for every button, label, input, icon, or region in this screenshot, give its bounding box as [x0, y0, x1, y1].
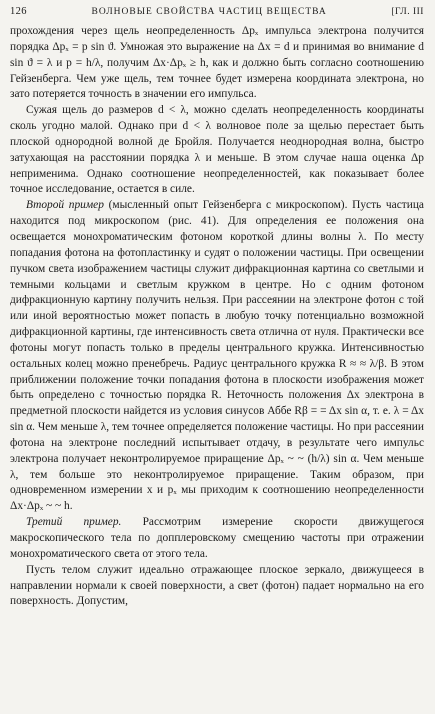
- running-title: ВОЛНОВЫЕ СВОЙСТВА ЧАСТИЦ ВЕЩЕСТВА: [91, 7, 327, 17]
- running-header: [10, 4, 424, 24]
- paragraph-2: Сужая щель до размеров d < λ, можно сделать неопределенность координаты сколь угодно малой. Однако при d < λ волновое поле за щелью перестает быть плоской однородной волной де Бройля. Получается неоднородная волна, быстро затухающая на расстоянии порядка λ и меньше. В этом случае наша оценка Δp неприменима. Однако соотношение неопределенностей, как показывает более точное исследование, остается в силе.: [10, 104, 424, 196]
- paragraph-1: прохождения через щель неопределенность Δpₓ импульса электрона получится порядка Δpₓ = p sin ϑ. Умножая это выражение на Δx = d и принимая во внимание d sin ϑ = λ и p = h/λ, получим Δx·Δpₓ ≥ h, как и должно быть согласно соотношению Гейзенберга. Чем уже щель, тем точнее будет измерена координата электрона, но зато потеряется точность в значении его импульса.: [10, 25, 424, 101]
- paragraph-4-third-example: Третий пример. Рассмотрим измерение скорости движущегося макроскопического тела по допплеровскому смещению частоты при отражении монохроматического света от этого тела.: [10, 516, 424, 560]
- paragraph-5: Пусть телом служит идеально отражающее плоское зеркало, движущееся в направлении нормали к своей поверхности, а свет (фотон) падает нормально на его поверхность. Допустим,: [10, 563, 424, 608]
- paragraph-3-second-example: Второй пример (мысленный опыт Гейзенберга с микроскопом). Пусть частица находится под микроскопом (рис. 41). Для определения ее положения она освещается монохроматическим фотоном короткой длины волны λ. По месту попадания фотона на фотопластинку и судят о положении частицы. При освещении пучком света изображением частицы служит дифракционная картина со светлыми и темными кольцами и светлым кружком в центре. Но с одним фотоном дифракционную картину получить нельзя. При рассеянии на электроне фотон с той или иной вероятностью может попасть в любую точку потенциально возможной дифракционной картины, где интенсивность света отлична от нуля. Практически все фотоны могут попасть только в пределы центрального кружка. Интенсивностью остальных колец можно пренебречь. Радиус центрального кружка R ≈ ≈ λ/β. В этом приближении положение точки попадания фотона в плоскости изображения может быть определено с точностью порядка R. Неточность положения Δx электрона в предметной плоскости найдется из условия синусов Аббе Rβ = = Δx sin α, т. е. λ = Δx sin α. Чем меньше λ, тем точнее определяется положение частицы. Но при рассеянии фотона на электроне последний испытывает отдачу, в результате чего импульс электрона получает неконтролируемое приращение Δpₓ ~ ~ (h/λ) sin α. Чем меньше λ, тем больше это неконтролируемое приращение. Таким образом, при одновременном измерении x и pₓ мы приходим к соотношению неопределенности Δx·Δpₓ ~ ~ h.: [10, 199, 424, 513]
- chapter-marker: [ГЛ. III: [391, 7, 424, 17]
- page-body: [10, 24, 424, 610]
- page-number: 126: [10, 6, 27, 17]
